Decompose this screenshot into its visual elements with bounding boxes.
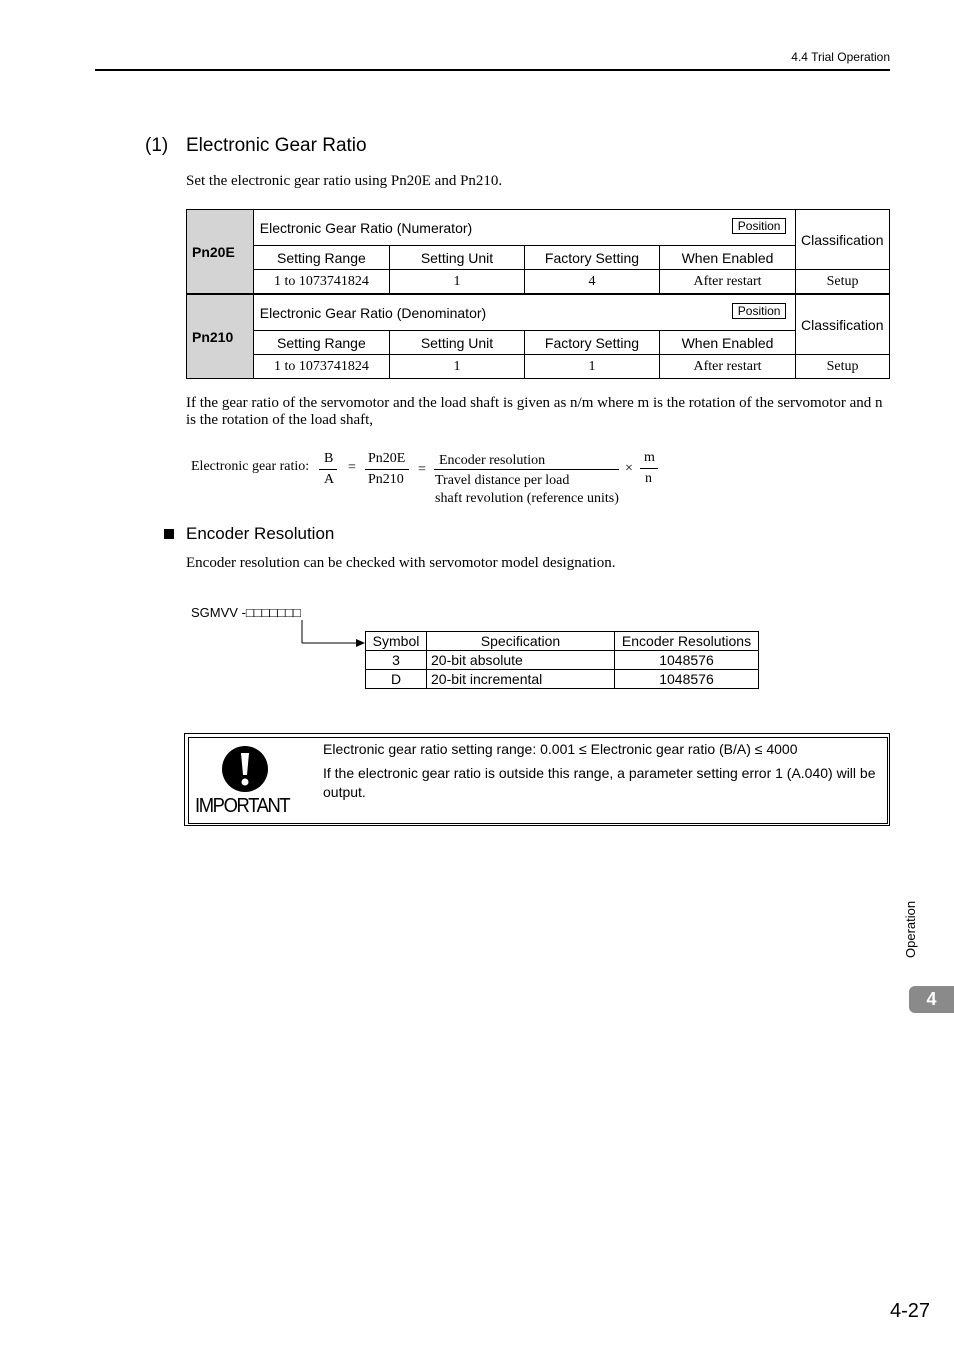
param-name-text: Electronic Gear Ratio (Denominator) xyxy=(259,304,487,321)
column-header-symbol: Symbol xyxy=(366,632,427,651)
fraction-bar xyxy=(640,468,658,469)
value-setting-unit: 1 xyxy=(390,270,525,294)
value-setting-range: 1 to 1073741824 xyxy=(253,270,389,294)
header-when-enabled: When Enabled xyxy=(659,331,795,355)
header-factory-setting: Factory Setting xyxy=(524,246,659,270)
encoder-text: Encoder resolution can be checked with servomotor model designation. xyxy=(186,555,616,571)
value-classification: Setup xyxy=(796,270,890,294)
section-number: (1) xyxy=(145,135,169,156)
model-prefix: SGMVV - xyxy=(191,605,246,620)
formula-pn-denominator: Pn210 xyxy=(368,472,404,487)
exclamation-icon xyxy=(221,745,269,793)
cell-resolution: 1048576 xyxy=(615,651,759,670)
formula-n: n xyxy=(645,471,652,486)
header-setting-range: Setting Range xyxy=(253,246,389,270)
formula-m: m xyxy=(644,450,655,465)
formula-encoder-numerator: Encoder resolution xyxy=(439,453,546,468)
classification-label: Classification xyxy=(796,210,890,270)
section-heading xyxy=(145,135,367,157)
param-table-pn210 xyxy=(186,294,890,379)
param-name xyxy=(253,295,795,331)
param-id: Pn210 xyxy=(187,295,254,379)
position-badge: Position xyxy=(732,303,787,319)
gear-ratio-description: If the gear ratio of the servomotor and the load shaft is given as n/m where m is the rotation of the servomotor and n is the rotation of the load shaft, xyxy=(186,395,883,428)
intro-text: Set the electronic gear ratio using Pn20E and Pn210. xyxy=(186,173,503,189)
header-factory-setting: Factory Setting xyxy=(524,331,659,355)
cell-resolution: 1048576 xyxy=(615,670,759,689)
formula-encoder-denominator-line1: Travel distance per load xyxy=(435,473,570,488)
encoder-heading: Encoder Resolution xyxy=(186,524,335,543)
formula-a: A xyxy=(324,472,335,487)
model-boxes: □□□□□□□ xyxy=(245,605,301,620)
value-when-enabled: After restart xyxy=(659,355,795,379)
formula-equals: = xyxy=(348,460,356,475)
classification-label: Classification xyxy=(796,295,890,355)
side-tab-label: Operation xyxy=(903,900,918,958)
header-setting-unit: Setting Unit xyxy=(390,331,525,355)
section-title: Electronic Gear Ratio xyxy=(186,135,367,156)
value-setting-unit: 1 xyxy=(390,355,525,379)
important-label: IMPORTANT xyxy=(195,795,290,817)
formula-equals: = xyxy=(418,462,426,477)
running-header: 4.4 Trial Operation xyxy=(791,50,890,64)
value-setting-range: 1 to 1073741824 xyxy=(253,355,389,379)
chapter-tab: 4 xyxy=(909,986,954,1013)
important-line1: Electronic gear ratio setting range: 0.001 ≤ Electronic gear ratio (B/A) ≤ 4000 xyxy=(323,741,798,757)
header-setting-range: Setting Range xyxy=(253,331,389,355)
param-id: Pn20E xyxy=(187,210,254,294)
model-designation xyxy=(191,605,301,620)
position-badge: Position xyxy=(732,218,787,234)
table-row xyxy=(366,651,759,670)
param-name xyxy=(253,210,795,246)
cell-specification: 20-bit absolute xyxy=(427,651,615,670)
cell-symbol: 3 xyxy=(366,651,427,670)
value-factory-setting: 1 xyxy=(524,355,659,379)
table-row xyxy=(366,670,759,689)
formula-b: B xyxy=(324,451,334,466)
fraction-bar xyxy=(434,469,619,470)
page-number: 4-27 xyxy=(889,1300,930,1322)
column-header-specification: Specification xyxy=(427,632,615,651)
square-bullet-icon xyxy=(164,529,174,539)
important-line2: If the electronic gear ratio is outside this range, a parameter setting error 1 (A.040) will be output. xyxy=(323,765,876,800)
header-when-enabled: When Enabled xyxy=(659,246,795,270)
header-rule xyxy=(95,69,890,71)
value-classification: Setup xyxy=(796,355,890,379)
formula-pn-numerator: Pn20E xyxy=(368,451,406,466)
formula-label: Electronic gear ratio: xyxy=(191,459,310,474)
pointer-arrow-icon xyxy=(295,620,370,650)
encoder-table xyxy=(365,631,759,689)
column-header-resolution: Encoder Resolutions xyxy=(615,632,759,651)
formula-encoder-denominator-line2: shaft revolution (reference units) xyxy=(435,491,619,506)
cell-specification: 20-bit incremental xyxy=(427,670,615,689)
header-setting-unit: Setting Unit xyxy=(390,246,525,270)
param-table-pn20e xyxy=(186,209,890,294)
cell-symbol: D xyxy=(366,670,427,689)
fraction-bar xyxy=(365,469,409,470)
value-factory-setting: 4 xyxy=(524,270,659,294)
formula-times: × xyxy=(625,461,633,476)
fraction-bar xyxy=(319,469,337,470)
param-name-text: Electronic Gear Ratio (Numerator) xyxy=(259,219,473,236)
value-when-enabled: After restart xyxy=(659,270,795,294)
